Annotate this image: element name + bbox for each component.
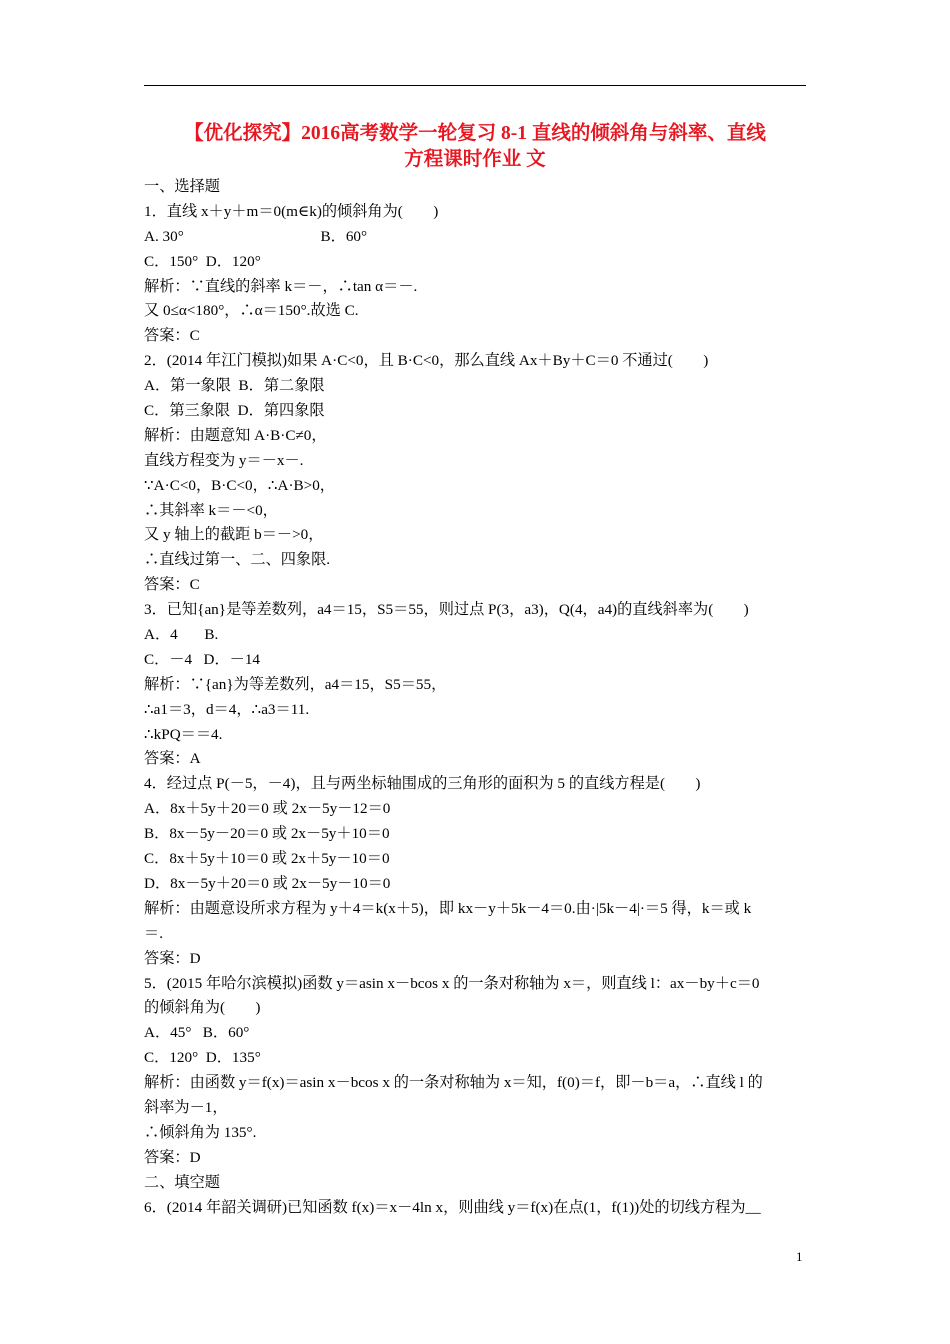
text-line: 斜率为－1， — [144, 1098, 228, 1116]
text-line: 答案：D — [144, 1148, 201, 1166]
text-line: 解析：∵{an}为等差数列，a4＝15，S5＝55， — [144, 675, 447, 693]
text-line: 3．已知{an}是等差数列，a4＝15，S5＝55，则过点 P(3，a3)，Q(4，a4)的直线斜率为( ) — [144, 601, 749, 619]
text-line: 答案：C — [144, 576, 200, 594]
text-line: 2．(2014 年江门模拟)如果 A·C<0，且 B·C<0，那么直线 Ax＋By＋C＝0 不通过( ) — [144, 352, 709, 370]
text-line: 6．(2014 年韶关调研)已知函数 f(x)＝x－4ln x，则曲线 y＝f(x)在点(1，f(1))处的切线方程为__ — [144, 1198, 761, 1216]
text-line: 解析：由题意知 A·B·C≠0， — [144, 426, 327, 444]
text-line: C．150° D．120° — [144, 252, 261, 270]
text-line: 一、选择题 — [144, 178, 220, 195]
text-line: 答案：A — [144, 750, 201, 768]
text-line: C．120° D．135° — [144, 1049, 261, 1067]
text-line: ∴直线过第一、二、四象限. — [144, 551, 331, 569]
page-number: 1 — [796, 1249, 803, 1264]
text-line: ＝. — [144, 924, 163, 942]
text-line: 1．直线 x＋y＋m＝0(m∈k)的倾斜角为( ) — [144, 202, 439, 220]
text-line: ∵A·C<0，B·C<0，∴A·B>0， — [144, 476, 335, 494]
text-line: 解析：由函数 y＝f(x)＝asin x－bcos x 的一条对称轴为 x＝知，f(0)＝f，即－b＝a，∴直线 l 的 — [144, 1074, 763, 1092]
text-line: 解析：∵直线的斜率 k＝－，∴tan α＝－. — [144, 277, 418, 295]
text-line: 5．(2015 年哈尔滨模拟)函数 y＝asin x－bcos x 的一条对称轴为 x＝，则直线 l：ax－by＋c＝0 — [144, 974, 760, 992]
text-line: D．8x－5y＋20＝0 或 2x－5y－10＝0 — [144, 874, 391, 892]
document-body — [144, 175, 809, 1220]
text-line: C．8x＋5y＋10＝0 或 2x＋5y－10＝0 — [144, 850, 390, 868]
text-line: B．8x－5y－20＝0 或 2x－5y＋10＝0 — [144, 825, 390, 843]
text-line: 答案：D — [144, 949, 201, 967]
text-line: A．4 B. — [144, 626, 219, 644]
text-line: 答案：C — [144, 327, 200, 345]
text-line: 又 0≤α<180°，∴α＝150°.故选 C. — [144, 302, 359, 320]
text-line: 二、填空题 — [144, 1173, 220, 1191]
text-line: C．第三象限 D．第四象限 — [144, 402, 325, 420]
text-line: C．－4 D．－14 — [144, 650, 261, 668]
text-line: ∴a1＝3，d＝4，∴a3＝11. — [144, 700, 310, 718]
text-line: 4．经过点 P(－5，－4)，且与两坐标轴围成的三角形的面积为 5 的直线方程是( ) — [144, 775, 701, 793]
text-line: A．45° B．60° — [144, 1024, 250, 1042]
text-line: ∴kPQ＝＝4. — [144, 725, 223, 743]
text-line: ∴其斜率 k＝－<0， — [144, 501, 278, 519]
document-title — [144, 121, 806, 173]
text-line: 直线方程变为 y＝－x－. — [144, 451, 304, 469]
text-line: 的倾斜角为( ) — [144, 999, 261, 1017]
title-line-1: 【优化探究】2016高考数学一轮复习 8-1 直线的倾斜角与斜率、直线 — [184, 123, 766, 144]
text-line: A．第一象限 B．第二象限 — [144, 377, 325, 395]
text-line: A. 30° B．60° — [144, 227, 368, 245]
text-line: 又 y 轴上的截距 b＝－>0， — [144, 526, 324, 544]
header-rule — [144, 85, 806, 86]
text-line: ∴倾斜角为 135°. — [144, 1123, 257, 1141]
title-line-2: 方程课时作业 文 — [404, 149, 546, 170]
text-line: 解析：由题意设所求方程为 y＋4＝k(x＋5)，即 kx－y＋5k－4＝0.由·|5k－4|·＝5 得，k＝或 k — [144, 899, 752, 917]
text-line: A．8x＋5y＋20＝0 或 2x－5y－12＝0 — [144, 800, 391, 818]
